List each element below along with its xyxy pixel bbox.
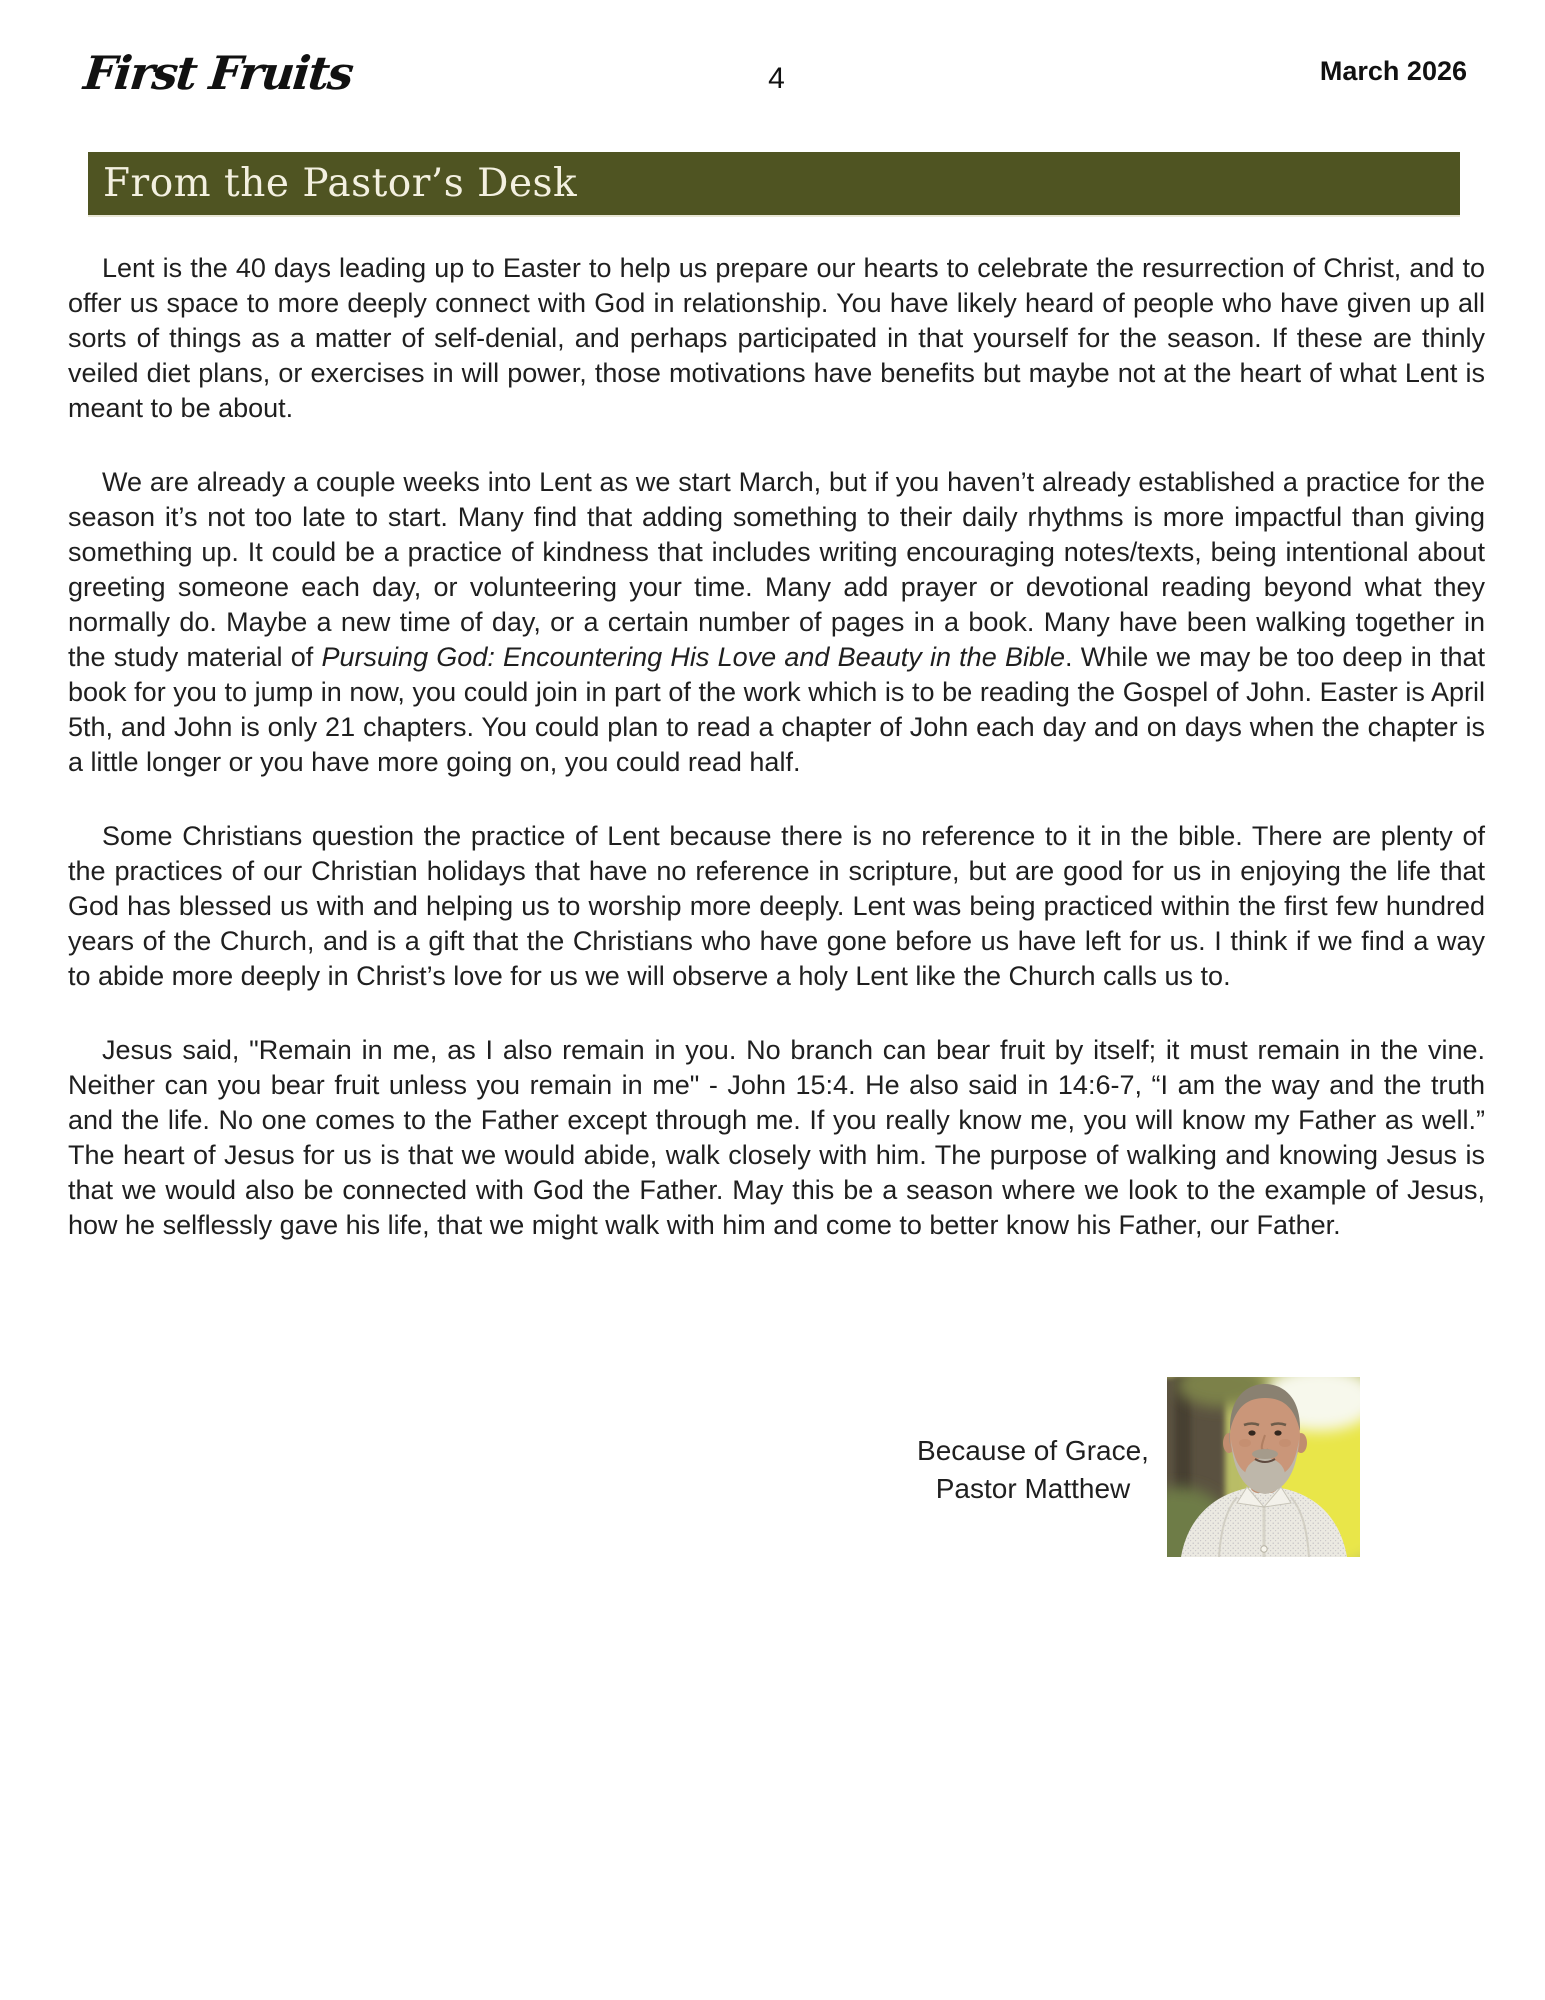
page-number: 4 bbox=[768, 62, 785, 95]
signature-block bbox=[900, 1432, 1166, 1508]
section-banner bbox=[88, 152, 1460, 217]
paragraph-3-text: Some Christians question the practice of Lent because there is no reference to it in the bible. There are plenty of the practices of our Christian holidays that have no reference in scripture, but are good for us in enjoying the life that God has blessed us with and helping us to worship more deeply. Lent was being practiced within the first few hundred years of the Church, and is a gift that the Christians who have gone before us have left for us. I think if we find a way to abide more deeply in Christ’s love for us we will observe a holy Lent like the Church calls us to. bbox=[68, 821, 1485, 991]
newsletter-masthead: First Fruits bbox=[81, 46, 355, 100]
eyebrow-right bbox=[1271, 1424, 1286, 1426]
eye-left bbox=[1248, 1430, 1255, 1435]
eye-right bbox=[1274, 1430, 1281, 1435]
paragraph-2 bbox=[68, 465, 1485, 780]
article-body bbox=[68, 251, 1485, 1282]
mustache bbox=[1252, 1449, 1278, 1459]
cheek-left bbox=[1239, 1439, 1251, 1447]
paragraph-1 bbox=[68, 251, 1485, 426]
paragraph-3 bbox=[68, 819, 1485, 994]
paragraph-2-text-after: . While we may be too deep in that book for you to jump in now, you could join in part of the work which is to be reading the Gospel of John. Easter is April 5th, and John is only 21 chapters. You could plan to read a chapter of John each day and on days when the chapter is a little longer or you have more going on, you could read half. bbox=[68, 642, 1485, 777]
shirt-button bbox=[1261, 1546, 1267, 1552]
issue-date: March 2026 bbox=[1319, 56, 1467, 86]
signature-closing: Because of Grace, bbox=[917, 1435, 1149, 1466]
paragraph-1-text: Lent is the 40 days leading up to Easter to help us prepare our hearts to celebrate the resurrection of Christ, and to offer us space to more deeply connect with God in relationship. You have likely heard of people who have given up all sorts of things as a matter of self-denial, and perhaps participated in that yourself for the season. If these are thinly veiled diet plans, or exercises in will power, those motivations have benefits but maybe not at the heart of what Lent is meant to be about. bbox=[68, 253, 1485, 423]
section-title: From the Pastor’s Desk bbox=[103, 161, 578, 206]
cheek-right bbox=[1279, 1439, 1291, 1447]
beard-chin bbox=[1245, 1458, 1285, 1492]
book-title-italic: Pursuing God: Encountering His Love and Beauty in the Bible bbox=[321, 642, 1065, 672]
paragraph-2-text-before: We are already a couple weeks into Lent as we start March, but if you haven’t already established a practice for the season it’s not too late to start. Many find that adding something to their daily rhythms is more impactful than giving something up. It could be a practice of kindness that includes writing encouraging notes/texts, being intentional about greeting someone each day, or volunteering your time. Many add prayer or devotional reading beyond what they normally do. Maybe a new time of day, or a certain number of pages in a book. Many have been walking together in the study material of bbox=[68, 467, 1485, 672]
pastor-photo-svg bbox=[1167, 1377, 1360, 1557]
pastor-photo bbox=[1167, 1377, 1360, 1557]
signature-name: Pastor Matthew bbox=[935, 1473, 1131, 1504]
paragraph-4 bbox=[68, 1033, 1485, 1243]
eyebrow-left bbox=[1244, 1424, 1259, 1426]
paragraph-4-text: Jesus said, "Remain in me, as I also remain in you. No branch can bear fruit by itself; it must remain in the vine. Neither can you bear fruit unless you remain in me" - John 15:4. He also said in 14:6-7, “I am the way and the truth and the life. No one comes to the Father except through me. If you really know me, you will know my Father as well.” The heart of Jesus for us is that we would abide, walk closely with him. The purpose of walking and knowing Jesus is that we would also be connected with God the Father. May this be a season where we look to the example of Jesus, how he selflessly gave his life, that we might walk with him and come to better know his Father, our Father. bbox=[68, 1035, 1485, 1240]
